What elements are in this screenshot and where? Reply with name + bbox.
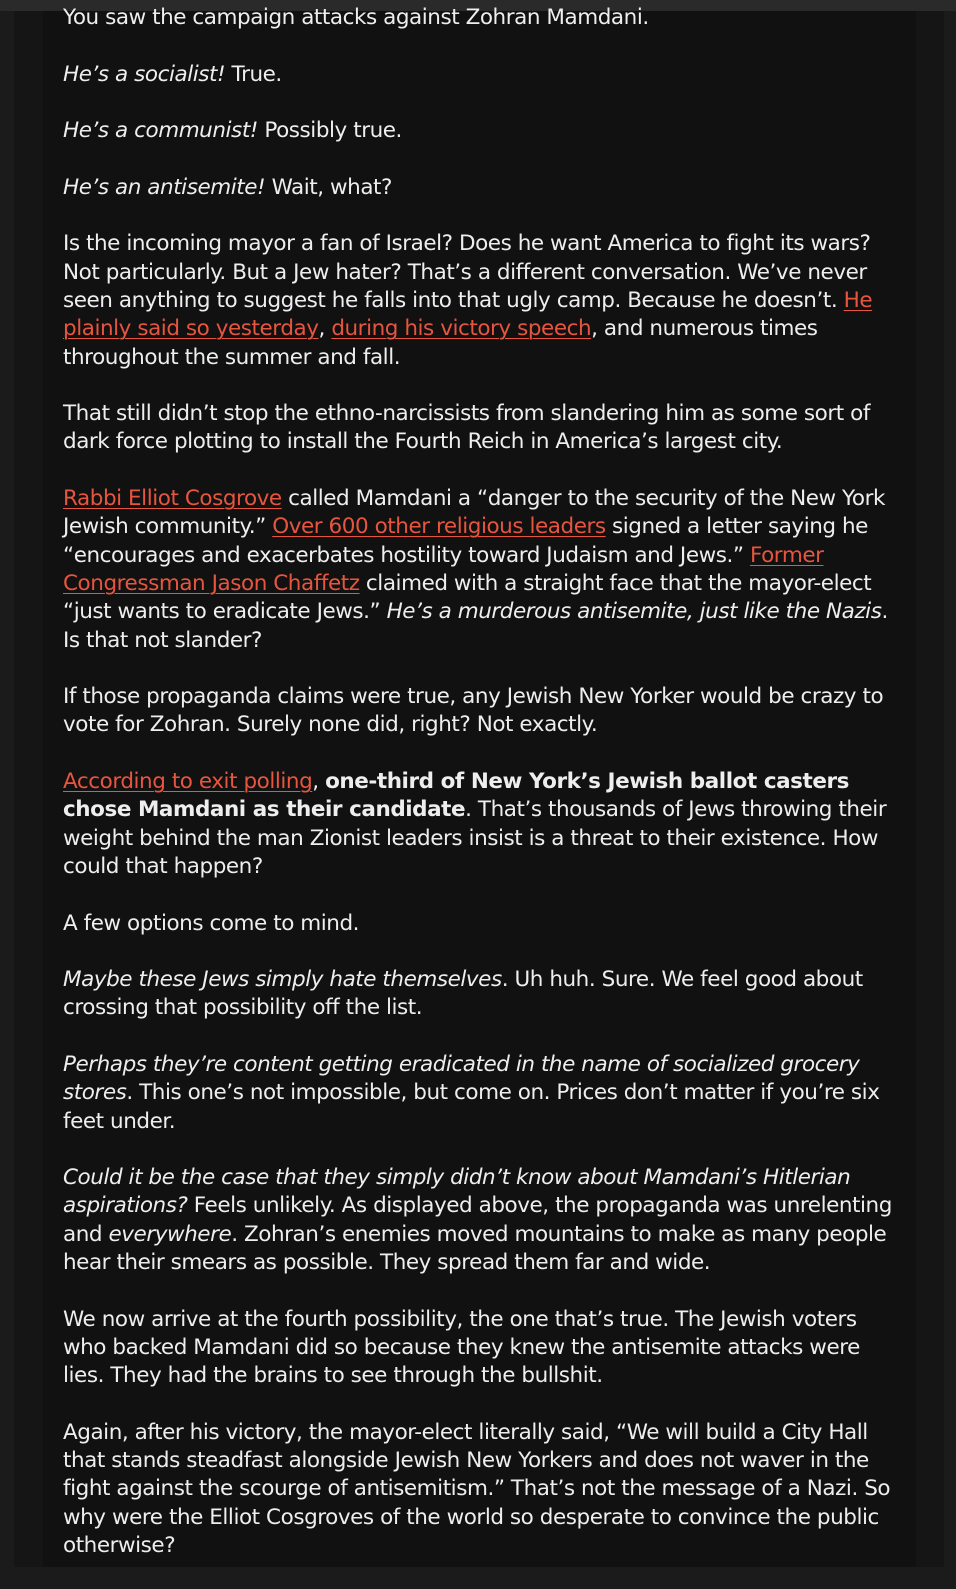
text: Is the incoming mayor a fan of Israel? Does he want America to fight its wars? Not particularly. But a Jew hater? That’s a different conversation. We’ve never seen anything to suggest he falls into that ugly camp. Because he doesn’t. bbox=[63, 231, 871, 313]
text: Feels unlikely. As displayed above, the propaganda was unrelenting and bbox=[63, 1193, 892, 1247]
text: , bbox=[318, 316, 332, 342]
text: , bbox=[312, 769, 326, 795]
text: . Zohran’s enemies moved mountains to make as many people hear their smears as possible. They spread them far and wide. bbox=[63, 1221, 887, 1276]
link-religious-leaders[interactable]: Over 600 other religious leaders bbox=[272, 514, 606, 540]
paragraph-4 bbox=[63, 174, 897, 202]
emphasis: Maybe these Jews simply hate themselves bbox=[63, 967, 502, 993]
text: called Mamdani a “danger to the security of the New York Jewish community.” bbox=[63, 486, 885, 540]
emphasis: Perhaps they’re content getting eradicated in the name of socialized grocery stores bbox=[63, 1051, 860, 1106]
paragraph-9 bbox=[63, 768, 897, 881]
paragraph-3 bbox=[63, 117, 897, 145]
link-exit-polling[interactable]: According to exit polling bbox=[63, 769, 313, 795]
emphasis: He’s a murderous antisemite, just like the Nazis bbox=[386, 599, 882, 625]
link-he-plainly-said-so[interactable]: He plainly said so yesterday bbox=[63, 287, 873, 342]
text: . That’s thousands of Jews throwing their weight behind the man Zionist leaders insist is a threat to their existence. How could that happen? bbox=[63, 797, 887, 879]
text: True. bbox=[225, 61, 282, 87]
text: , and numerous times throughout the summer and fall. bbox=[63, 316, 818, 370]
paragraph-10: A few options come to mind. bbox=[63, 910, 360, 936]
link-jason-chaffetz[interactable]: Former Congressman Jason Chaffetz bbox=[63, 542, 824, 596]
text: Wait, what? bbox=[265, 174, 392, 200]
bold-text: one-third of New York’s Jewish ballot casters chose Mamdani as their candidate bbox=[63, 769, 849, 823]
paragraph-7 bbox=[63, 485, 897, 655]
text: Possibly true. bbox=[257, 118, 402, 144]
paragraph-14: We now arrive at the fourth possibility, the one that’s true. The Jewish voters who backed Mamdani did so because they knew the antisemite attacks were lies. They had the brains to see through the bullshit. bbox=[63, 1306, 860, 1389]
emphasis: He’s a socialist! bbox=[63, 61, 226, 87]
emphasis: everywhere bbox=[108, 1221, 232, 1247]
paragraph-6: That still didn’t stop the ethno-narcissists from slandering him as some sort of dark force plotting to install the Fourth Reich in America’s largest city. bbox=[63, 401, 870, 455]
text: . This one’s not impossible, but come on. Prices don’t matter if you’re six feet under. bbox=[63, 1080, 880, 1134]
article-body bbox=[63, 4, 897, 1589]
paragraph-1: You saw the campaign attacks against Zohran Mamdani. bbox=[63, 5, 649, 30]
paragraph-11 bbox=[63, 966, 897, 1023]
paragraph-15: Again, after his victory, the mayor-elect literally said, “We will build a City Hall that stands steadfast alongside Jewish New Yorkers and does not waver in the fight against the scourge of antisemitism.” That’s not the message of a Nazi. So why were the Elliot Cosgroves of the world so desperate to convince the public otherwise? bbox=[63, 1419, 891, 1559]
emphasis: Could it be the case that they simply didn’t know about Mamdani’s Hitlerian aspirations? bbox=[63, 1165, 851, 1219]
emphasis: He’s a communist! bbox=[63, 118, 258, 144]
text: signed a letter saying he “encourages and exacerbates hostility toward Judaism and Jews.” bbox=[63, 514, 868, 568]
link-rabbi-elliot-cosgrove[interactable]: Rabbi Elliot Cosgrove bbox=[63, 486, 282, 512]
right-margin bbox=[916, 11, 944, 1567]
emphasis: He’s an antisemite! bbox=[63, 174, 266, 200]
text: . Is that not slander? bbox=[63, 599, 888, 653]
text: claimed with a straight face that the mayor-elect “just wants to eradicate Jews.” bbox=[63, 570, 872, 625]
paragraph-8: If those propaganda claims were true, any Jewish New Yorker would be crazy to vote for Zohran. Surely none did, right? Not exactly. bbox=[63, 684, 884, 738]
text: . Uh huh. Sure. We feel good about crossing that possibility off the list. bbox=[63, 967, 863, 1021]
link-victory-speech[interactable]: during his victory speech bbox=[331, 316, 592, 342]
paragraph-13 bbox=[63, 1164, 897, 1277]
paragraph-2 bbox=[63, 61, 897, 89]
paragraph-5 bbox=[63, 230, 897, 371]
paragraph-12 bbox=[63, 1051, 897, 1136]
left-margin bbox=[14, 11, 43, 1567]
